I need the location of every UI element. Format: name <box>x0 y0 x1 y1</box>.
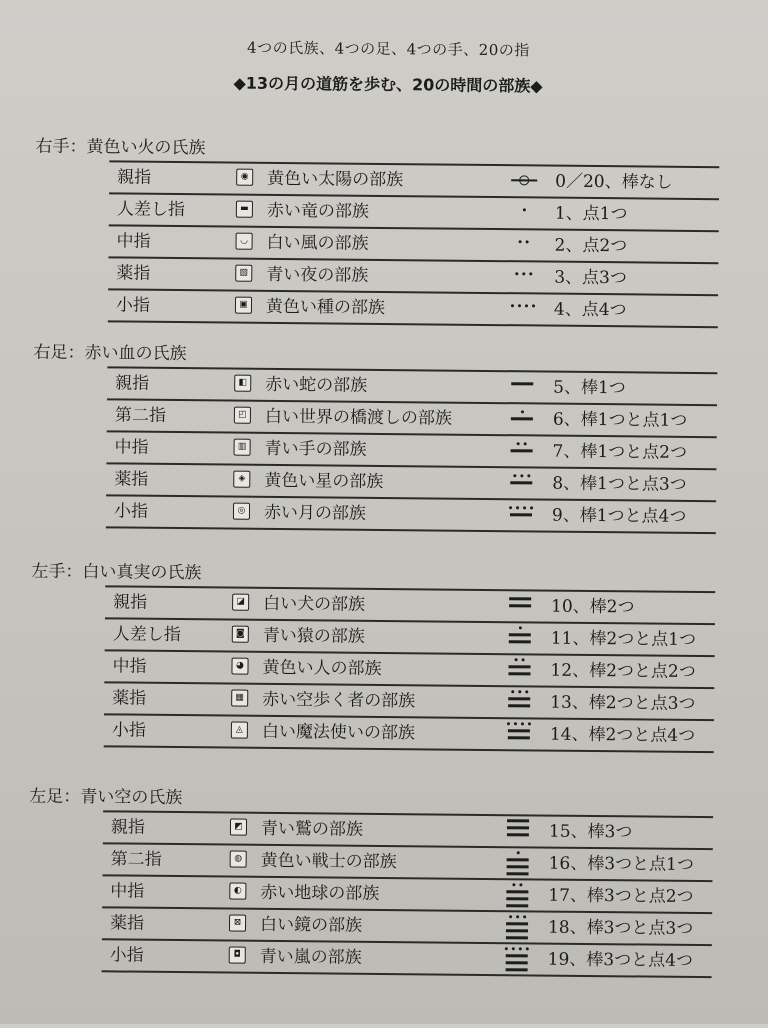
numeral-dot <box>521 722 524 725</box>
page-title: ◆13の月の道筋を歩む、20の時間の部族◆ <box>233 73 543 96</box>
warrior-glyph-icon: ◍ <box>230 851 247 868</box>
number-description: 8、棒1つと点3つ <box>552 473 687 495</box>
clan-section <box>26 784 728 979</box>
finger-label: 中指 <box>110 881 145 902</box>
numeral-dot <box>505 947 508 950</box>
tribe-name: 青い夜の部族 <box>266 264 369 286</box>
finger-label: 薬指 <box>116 263 151 284</box>
tribe-name: 青い手の部族 <box>264 438 367 460</box>
number-description: 4、点4つ <box>553 299 627 321</box>
numeral-bar <box>511 449 533 452</box>
numeral-dot <box>522 208 525 211</box>
number-description: 10、棒2つ <box>551 596 635 618</box>
numeral-bar <box>506 954 528 957</box>
numeral-bar <box>506 929 528 932</box>
finger-label: 小指 <box>113 501 149 522</box>
clan-title: 左手：白い真実の氏族 <box>31 561 202 584</box>
numeral-bar <box>509 640 531 643</box>
numeral-bar <box>509 604 531 607</box>
numeral-dot <box>527 474 530 477</box>
number-description: 5、棒1つ <box>553 377 626 399</box>
skywalker-glyph-icon: ▦ <box>231 690 248 707</box>
mayan-numeral-icon <box>505 594 535 616</box>
number-description: 17、棒3つと点2つ <box>548 885 694 907</box>
worldbridger-glyph-icon: ◰ <box>234 407 251 424</box>
number-description: 12、棒2つと点2つ <box>550 660 696 682</box>
numeral-bar <box>508 736 530 739</box>
numeral-dot <box>512 947 515 950</box>
number-description: 2、点2つ <box>554 235 628 257</box>
mayan-numeral-icon <box>503 819 533 841</box>
number-description: 15、棒3つ <box>548 821 633 843</box>
number-description: 13、棒2つと点3つ <box>550 692 696 714</box>
dog-glyph-icon: ◪ <box>232 594 249 611</box>
numeral-bar <box>507 865 529 868</box>
clan-section <box>32 134 734 329</box>
mayan-numeral-icon <box>502 947 532 969</box>
mayan-numeral-icon <box>508 265 538 287</box>
numeral-bar <box>508 704 530 707</box>
numeral-bar <box>509 597 531 600</box>
tribe-name: 白い世界の橋渡しの部族 <box>264 406 452 429</box>
finger-label: 小指 <box>115 295 151 316</box>
numeral-dot <box>519 947 522 950</box>
numeral-bar <box>511 417 533 420</box>
mayan-numeral-icon <box>504 690 534 712</box>
numeral-dot <box>532 304 535 307</box>
numeral-bar <box>508 729 530 732</box>
finger-label: 人差し指 <box>112 624 181 646</box>
number-description: 1、点1つ <box>554 203 628 225</box>
finger-label: 中指 <box>114 437 149 458</box>
numeral-dot <box>511 304 514 307</box>
numeral-dot <box>522 658 525 661</box>
numeral-dot <box>526 947 529 950</box>
numeral-dot <box>529 272 532 275</box>
numeral-bar <box>507 826 529 829</box>
tribe-name: 青い鷲の部族 <box>260 818 364 840</box>
numeral-bar <box>507 819 529 822</box>
number-description: 3、点3つ <box>554 267 627 289</box>
numeral-bar <box>506 961 528 964</box>
numeral-dot <box>509 915 512 918</box>
numeral-dot <box>516 506 519 509</box>
dragon-glyph-icon: ▬ <box>236 201 253 218</box>
tribe-row <box>102 938 712 978</box>
numeral-bar <box>506 890 528 893</box>
numeral-dot <box>519 240 522 243</box>
mayan-numeral-icon <box>507 407 537 429</box>
numeral-dot <box>517 442 520 445</box>
numeral-bar <box>506 904 528 907</box>
numeral-dot <box>525 690 528 693</box>
numeral-dot <box>520 474 523 477</box>
numeral-dot <box>518 690 521 693</box>
mayan-numeral-icon <box>504 658 534 680</box>
mayan-numeral-icon <box>506 471 536 493</box>
star-glyph-icon: ◈ <box>233 471 250 488</box>
tribe-name: 黄色い種の部族 <box>265 296 386 318</box>
tribe-name: 青い猿の部族 <box>262 625 365 647</box>
numeral-bar <box>507 858 529 861</box>
monkey-glyph-icon: ◙ <box>232 626 249 643</box>
night-glyph-icon: ▧ <box>235 265 252 282</box>
tribe-name: 黄色い人の部族 <box>262 657 382 679</box>
number-description: 11、棒2つと点1つ <box>550 628 697 651</box>
numeral-dot <box>526 240 529 243</box>
mayan-numeral-icon <box>508 297 538 319</box>
finger-label: 中指 <box>116 231 151 252</box>
numeral-bar <box>506 968 528 971</box>
tribe-row <box>104 713 714 753</box>
tribe-name: 赤い竜の部族 <box>266 200 369 222</box>
numeral-bar <box>508 672 530 675</box>
clan-title: 左足：青い空の氏族 <box>29 786 183 809</box>
numeral-bar <box>509 633 531 636</box>
tribe-row <box>106 494 716 534</box>
numeral-dot <box>516 851 519 854</box>
numeral-dot <box>509 506 512 509</box>
clan-section <box>28 559 730 754</box>
numeral-dot <box>520 410 523 413</box>
numeral-bar <box>509 665 531 668</box>
numeral-bar <box>506 922 528 925</box>
numeral-bar <box>506 897 528 900</box>
numeral-bar <box>508 697 530 700</box>
mayan-numeral-icon <box>508 233 538 255</box>
finger-label: 薬指 <box>114 469 149 490</box>
numeral-bar <box>510 513 532 516</box>
mayan-numeral-icon <box>504 722 534 744</box>
numeral-dot <box>528 722 531 725</box>
number-description: 18、棒3つと点3つ <box>547 917 694 939</box>
numeral-bar <box>511 382 533 385</box>
storm-glyph-icon: ◘ <box>229 947 246 964</box>
mayan-numeral-icon <box>506 439 536 461</box>
finger-label: 人差し指 <box>116 199 185 221</box>
seed-glyph-icon: ▣ <box>235 297 252 314</box>
sun-glyph-icon: ◉ <box>236 169 253 186</box>
tribe-name: 白い鏡の部族 <box>259 914 363 936</box>
mayan-numeral-icon <box>506 503 536 525</box>
tribe-name: 黄色い星の部族 <box>264 470 384 492</box>
wind-glyph-icon: ◡ <box>236 233 253 250</box>
finger-label: 薬指 <box>109 913 145 934</box>
numeral-dot <box>524 442 527 445</box>
numeral-dot <box>518 626 521 629</box>
tribe-name: 赤い地球の部族 <box>260 882 380 904</box>
numeral-bar <box>507 872 529 875</box>
tribe-name: 黄色い太陽の部族 <box>267 168 404 191</box>
numeral-dot <box>516 915 519 918</box>
tribe-name: 白い魔法使いの部族 <box>261 721 415 744</box>
number-description: 19、棒3つと点4つ <box>547 949 694 971</box>
mayan-numeral-icon <box>509 201 539 223</box>
tribe-name: 黄色い戦士の部族 <box>260 850 397 873</box>
clan-title: 右手：黄色い火の氏族 <box>35 136 206 159</box>
number-description: 7、棒1つと点2つ <box>552 441 688 463</box>
numeral-bar <box>507 833 529 836</box>
numeral-dot <box>525 304 528 307</box>
numeral-dot <box>512 883 515 886</box>
numeral-bar <box>506 936 528 939</box>
clan-title: 右足：赤い血の氏族 <box>33 342 187 365</box>
mayan-numeral-icon <box>502 915 532 937</box>
tribe-name: 白い犬の部族 <box>263 593 366 615</box>
numeral-bar <box>510 481 532 484</box>
finger-label: 中指 <box>112 656 147 677</box>
number-description: 9、棒1つと点4つ <box>551 505 687 527</box>
wizard-glyph-icon: ◬ <box>231 722 248 739</box>
mayan-numeral-icon <box>509 169 539 191</box>
zero-shell-oval <box>519 175 529 185</box>
numeral-dot <box>530 506 533 509</box>
moon-glyph-icon: ◎ <box>233 503 250 520</box>
numeral-dot <box>513 474 516 477</box>
tribe-name: 白い風の部族 <box>266 232 369 254</box>
finger-label: 親指 <box>113 592 148 613</box>
numeral-dot <box>523 506 526 509</box>
numeral-dot <box>522 272 525 275</box>
number-description: 14、棒2つと点4つ <box>549 724 696 746</box>
finger-label: 第二指 <box>110 849 162 870</box>
clan-section <box>30 340 732 535</box>
tribe-name: 赤い月の部族 <box>263 502 367 524</box>
earth-glyph-icon: ◐ <box>229 883 246 900</box>
finger-label: 親指 <box>117 167 152 188</box>
mirror-glyph-icon: ⊠ <box>229 915 246 932</box>
finger-label: 薬指 <box>112 688 147 709</box>
tribe-name: 青い嵐の部族 <box>259 946 362 968</box>
eagle-glyph-icon: ◩ <box>230 819 247 836</box>
number-description: 6、棒1つと点1つ <box>552 409 688 431</box>
tribe-name: 赤い蛇の部族 <box>265 374 368 396</box>
numeral-dot <box>515 272 518 275</box>
tribe-name: 赤い空歩く者の部族 <box>262 689 416 712</box>
serpent-glyph-icon: ◧ <box>234 375 251 392</box>
page-subtitle: 4つの氏族、4つの足、4つの手、20の指 <box>246 38 530 60</box>
human-glyph-icon: ◕ <box>231 658 248 675</box>
numeral-dot <box>507 722 510 725</box>
numeral-dot <box>519 883 522 886</box>
number-description: 16、棒3つと点1つ <box>548 853 694 875</box>
mayan-numeral-icon <box>507 375 537 397</box>
finger-label: 親指 <box>115 373 150 394</box>
finger-label: 小指 <box>111 720 146 741</box>
numeral-dot <box>515 658 518 661</box>
number-description: 0／20、棒なし <box>555 171 673 193</box>
finger-label: 第二指 <box>114 405 167 426</box>
mayan-numeral-icon <box>503 851 533 873</box>
mayan-numeral-icon <box>502 883 532 905</box>
numeral-dot <box>523 915 526 918</box>
numeral-dot <box>511 690 514 693</box>
finger-label: 小指 <box>109 945 144 966</box>
mayan-numeral-icon <box>505 626 535 648</box>
finger-label: 親指 <box>110 817 146 838</box>
numeral-dot <box>514 722 517 725</box>
numeral-dot <box>518 304 521 307</box>
tribe-row <box>108 288 718 328</box>
hand-glyph-icon: ▥ <box>234 439 251 456</box>
